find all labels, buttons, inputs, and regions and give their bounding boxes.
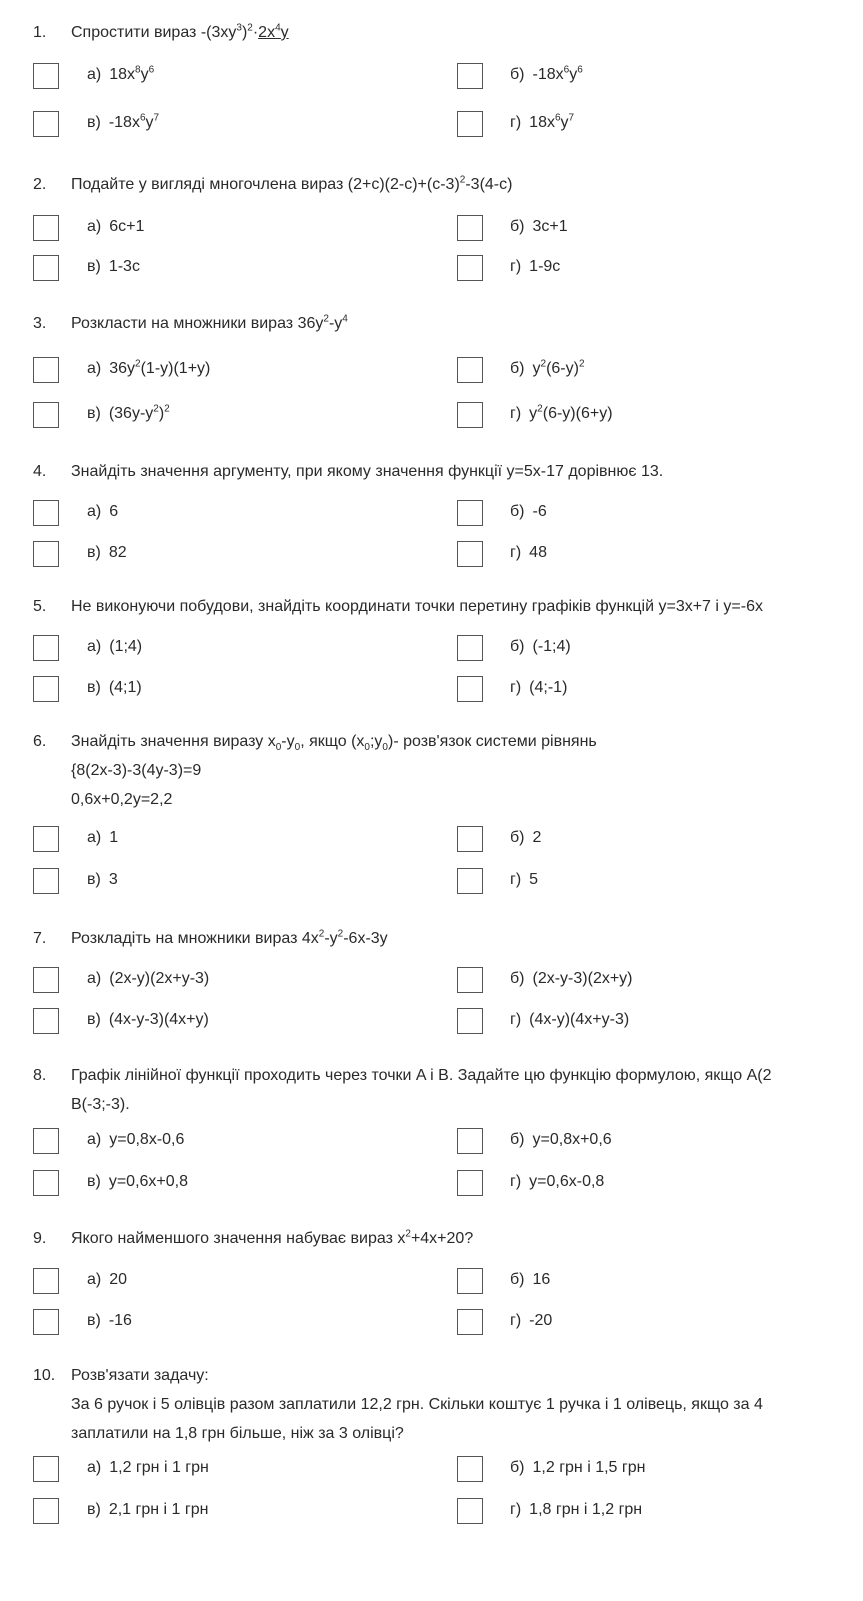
answer-value: (2x-y-3)(2x+y)	[532, 970, 633, 987]
answer-letter: а)	[87, 829, 102, 846]
answer-option	[87, 544, 127, 562]
answer-checkbox[interactable]	[33, 1456, 59, 1482]
question-number: 4.	[33, 463, 47, 480]
answer-checkbox[interactable]	[33, 500, 59, 526]
question-number: 7.	[33, 930, 47, 947]
answer-option	[510, 1131, 612, 1149]
answer-option	[87, 679, 142, 697]
answer-letter: в)	[87, 1501, 101, 1518]
answer-value: 2	[532, 829, 542, 846]
answer-option	[510, 405, 613, 423]
answer-checkbox[interactable]	[33, 255, 59, 281]
answer-letter: а)	[87, 1271, 102, 1288]
answer-checkbox[interactable]	[33, 357, 59, 383]
answer-letter: в)	[87, 1173, 101, 1190]
answer-option	[510, 66, 583, 84]
answer-checkbox[interactable]	[457, 402, 483, 428]
answer-checkbox[interactable]	[457, 1309, 483, 1335]
answer-option	[87, 1459, 209, 1477]
answer-checkbox[interactable]	[457, 826, 483, 852]
answer-value: -16	[108, 1312, 132, 1329]
answer-checkbox[interactable]	[33, 1498, 59, 1524]
question-text: {8(2x-3)-3(4y-3)=9	[71, 762, 202, 779]
answer-checkbox[interactable]	[457, 63, 483, 89]
question-number: 6.	[33, 733, 47, 750]
answer-option	[87, 114, 159, 132]
answer-option	[87, 1131, 184, 1149]
answer-checkbox[interactable]	[33, 967, 59, 993]
answer-value: 3	[108, 871, 118, 888]
answer-value: 1	[109, 829, 119, 846]
answer-checkbox[interactable]	[33, 1170, 59, 1196]
answer-checkbox[interactable]	[457, 1128, 483, 1154]
answer-letter: б)	[510, 503, 525, 520]
answer-checkbox[interactable]	[457, 1008, 483, 1034]
answer-value: $-18x^6y^7$	[108, 112, 160, 131]
answer-letter: в)	[87, 679, 101, 696]
answer-value: y=0,6x-0,8	[529, 1173, 605, 1190]
answer-letter: в)	[87, 1011, 101, 1028]
question-text: Подайте у вигляді многочлена вираз $(2+с)(2-с)+(с-3)^2-3(4-с)$	[71, 174, 513, 193]
answer-value: $-18x^6y^6$	[532, 64, 583, 83]
answer-checkbox[interactable]	[457, 676, 483, 702]
answer-letter: г)	[510, 871, 522, 888]
answer-letter: г)	[510, 1312, 522, 1329]
answer-option	[510, 503, 547, 521]
answer-letter: б)	[510, 1131, 525, 1148]
answer-value: (-1;4)	[532, 638, 571, 655]
question-text: Розкласти на множники вираз $36y^2-y^4$	[71, 313, 348, 332]
answer-value: (4x-y-3)(4x+y)	[108, 1011, 209, 1028]
answer-option	[87, 1173, 188, 1191]
answer-option	[510, 114, 574, 132]
answer-letter: в)	[87, 544, 101, 561]
answer-option	[87, 218, 144, 236]
answer-letter: б)	[510, 970, 525, 987]
answer-checkbox[interactable]	[457, 635, 483, 661]
question-text: 0,6x+0,2y=2,2	[71, 791, 173, 808]
answer-checkbox[interactable]	[457, 500, 483, 526]
question-number: 2.	[33, 176, 47, 193]
answer-checkbox[interactable]	[457, 255, 483, 281]
answer-letter: г)	[510, 544, 522, 561]
answer-value: $y^2(6-y)^2$	[532, 358, 585, 377]
answer-option	[510, 258, 560, 276]
answer-letter: а)	[87, 1459, 102, 1476]
answer-option	[87, 405, 170, 423]
question-text: Графік лінійної функції проходить через точки A і B. Задайте цю функцію формулою, якщо A(2	[71, 1067, 772, 1084]
answer-value: (2x-y)(2x+y-3)	[109, 970, 210, 987]
answer-value: 2,1 грн і 1 грн	[108, 1501, 209, 1518]
question-number: 9.	[33, 1230, 47, 1247]
answer-value: 1-9с	[529, 258, 561, 275]
answer-option	[510, 1271, 550, 1289]
answer-checkbox[interactable]	[457, 111, 483, 137]
question-text: Не виконуючи побудови, знайдіть координати точки перетину графіків функцій y=3x+7 і y=-6x	[71, 598, 763, 615]
answer-letter: а)	[87, 638, 102, 655]
question-number: 10.	[33, 1367, 56, 1384]
answer-letter: г)	[510, 1011, 522, 1028]
answer-value: $18x^6y^7$	[529, 112, 575, 131]
answer-value: y=0,8x+0,6	[532, 1131, 612, 1148]
answer-option	[87, 829, 118, 847]
answer-option	[87, 66, 154, 84]
answer-value: (1;4)	[109, 638, 143, 655]
answer-value: 48	[529, 544, 547, 561]
question-number: 8.	[33, 1067, 47, 1084]
answer-value: 5	[529, 871, 539, 888]
question-text: заплатили на 1,8 грн більше, ніж за 3 олівці?	[71, 1425, 404, 1442]
answer-value: 1,8 грн і 1,2 грн	[529, 1501, 643, 1518]
answer-value: (4;-1)	[529, 679, 568, 696]
answer-letter: а)	[87, 1131, 102, 1148]
answer-letter: в)	[87, 1312, 101, 1329]
answer-checkbox[interactable]	[33, 402, 59, 428]
question-text: Розкладіть на множники вираз $4x^2-y^2-6x-3y$	[71, 928, 388, 947]
answer-option	[510, 1173, 604, 1191]
answer-value: $y^2(6-y)(6+y)$	[529, 403, 613, 422]
answer-letter: б)	[510, 66, 525, 83]
answer-letter: а)	[87, 66, 102, 83]
question-text: Знайдіть значення аргументу, при якому значення функції y=5x-17 дорівнює 13.	[71, 463, 664, 480]
answer-letter: б)	[510, 1271, 525, 1288]
answer-checkbox[interactable]	[457, 967, 483, 993]
answer-letter: б)	[510, 1459, 525, 1476]
question-number: 1.	[33, 24, 47, 41]
answer-letter: б)	[510, 829, 525, 846]
answer-option	[510, 679, 567, 697]
answer-option	[510, 871, 538, 889]
answer-checkbox[interactable]	[457, 1170, 483, 1196]
answer-checkbox[interactable]	[457, 541, 483, 567]
answer-option	[87, 1271, 127, 1289]
answer-value: -20	[529, 1312, 553, 1329]
answer-letter: г)	[510, 679, 522, 696]
answer-letter: г)	[510, 1501, 522, 1518]
answer-option	[87, 1011, 209, 1029]
answer-option	[510, 829, 541, 847]
answer-checkbox[interactable]	[33, 1268, 59, 1294]
answer-letter: б)	[510, 360, 525, 377]
answer-value: 1,2 грн і 1,5 грн	[532, 1459, 646, 1476]
answer-option	[510, 1312, 552, 1330]
answer-option	[87, 503, 118, 521]
answer-option	[87, 360, 210, 378]
answer-checkbox[interactable]	[33, 635, 59, 661]
question-text: За 6 ручок і 5 олівців разом заплатили 12,2 грн. Скільки коштує 1 ручка і 1 олівець, якщо за 4	[71, 1396, 763, 1413]
answer-option	[510, 970, 633, 988]
answer-checkbox[interactable]	[33, 868, 59, 894]
answer-checkbox[interactable]	[33, 826, 59, 852]
answer-checkbox[interactable]	[457, 1498, 483, 1524]
answer-value: $18x^8y^6$	[109, 64, 155, 83]
answer-letter: а)	[87, 970, 102, 987]
answer-option	[87, 1312, 132, 1330]
question-text: Якого найменшого значення набуває вираз $x^2+4x+20$?	[71, 1228, 474, 1247]
answer-value: $(36y-y^2)^2$	[108, 403, 170, 422]
answer-letter: а)	[87, 360, 102, 377]
answer-checkbox[interactable]	[33, 215, 59, 241]
answer-letter: а)	[87, 218, 102, 235]
answer-option	[87, 258, 140, 276]
answer-option	[87, 1501, 208, 1519]
answer-checkbox[interactable]	[33, 111, 59, 137]
question-text: Розв'язати задачу:	[71, 1367, 209, 1384]
question-text: Знайдіть значення виразу $x_0-y_0$, якщо $(x_0;y_0)-$ розв'язок системи рівнянь	[71, 733, 597, 754]
answer-value: $36y^2(1-y)(1+y)$	[109, 358, 211, 377]
answer-letter: б)	[510, 638, 525, 655]
answer-value: (4x-y)(4x+y-3)	[529, 1011, 630, 1028]
answer-letter: в)	[87, 405, 101, 422]
answer-letter: г)	[510, 405, 522, 422]
answer-checkbox[interactable]	[33, 1128, 59, 1154]
answer-value: y=0,6x+0,8	[108, 1173, 188, 1190]
answer-option	[87, 970, 209, 988]
answer-option	[510, 544, 547, 562]
answer-checkbox[interactable]	[457, 1268, 483, 1294]
answer-checkbox[interactable]	[33, 541, 59, 567]
answer-value: 1-3с	[108, 258, 140, 275]
answer-letter: а)	[87, 503, 102, 520]
answer-letter: в)	[87, 258, 101, 275]
answer-value: 6	[109, 503, 119, 520]
answer-value: 3с+1	[532, 218, 568, 235]
answer-letter: г)	[510, 114, 522, 131]
answer-letter: в)	[87, 871, 101, 888]
answer-letter: г)	[510, 258, 522, 275]
question-number: 5.	[33, 598, 47, 615]
answer-letter: в)	[87, 114, 101, 131]
answer-checkbox[interactable]	[33, 1008, 59, 1034]
answer-letter: г)	[510, 1173, 522, 1190]
answer-value: -6	[532, 503, 547, 520]
answer-option	[510, 1459, 645, 1477]
answer-option	[510, 218, 568, 236]
answer-option	[87, 638, 142, 656]
answer-value: 1,2 грн і 1 грн	[109, 1459, 209, 1476]
answer-option	[87, 871, 118, 889]
question-text: B(-3;-3).	[71, 1096, 130, 1113]
answer-value: 82	[108, 544, 127, 561]
answer-value: (4;1)	[108, 679, 142, 696]
answer-checkbox[interactable]	[33, 63, 59, 89]
answer-checkbox[interactable]	[457, 1456, 483, 1482]
question-text: Спростити вираз $-(3xy^3)^2\cdot 2x^4y$	[71, 22, 289, 41]
answer-letter: б)	[510, 218, 525, 235]
answer-value: 6с+1	[109, 218, 145, 235]
question-number: 3.	[33, 315, 47, 332]
answer-value: y=0,8x-0,6	[109, 1131, 185, 1148]
answer-value: 20	[109, 1271, 128, 1288]
answer-checkbox[interactable]	[33, 1309, 59, 1335]
answer-checkbox[interactable]	[457, 868, 483, 894]
answer-checkbox[interactable]	[457, 357, 483, 383]
answer-option	[510, 638, 571, 656]
answer-option	[510, 360, 585, 378]
answer-option	[510, 1501, 642, 1519]
answer-option	[510, 1011, 629, 1029]
answer-value: 16	[532, 1271, 551, 1288]
answer-checkbox[interactable]	[33, 676, 59, 702]
answer-checkbox[interactable]	[457, 215, 483, 241]
